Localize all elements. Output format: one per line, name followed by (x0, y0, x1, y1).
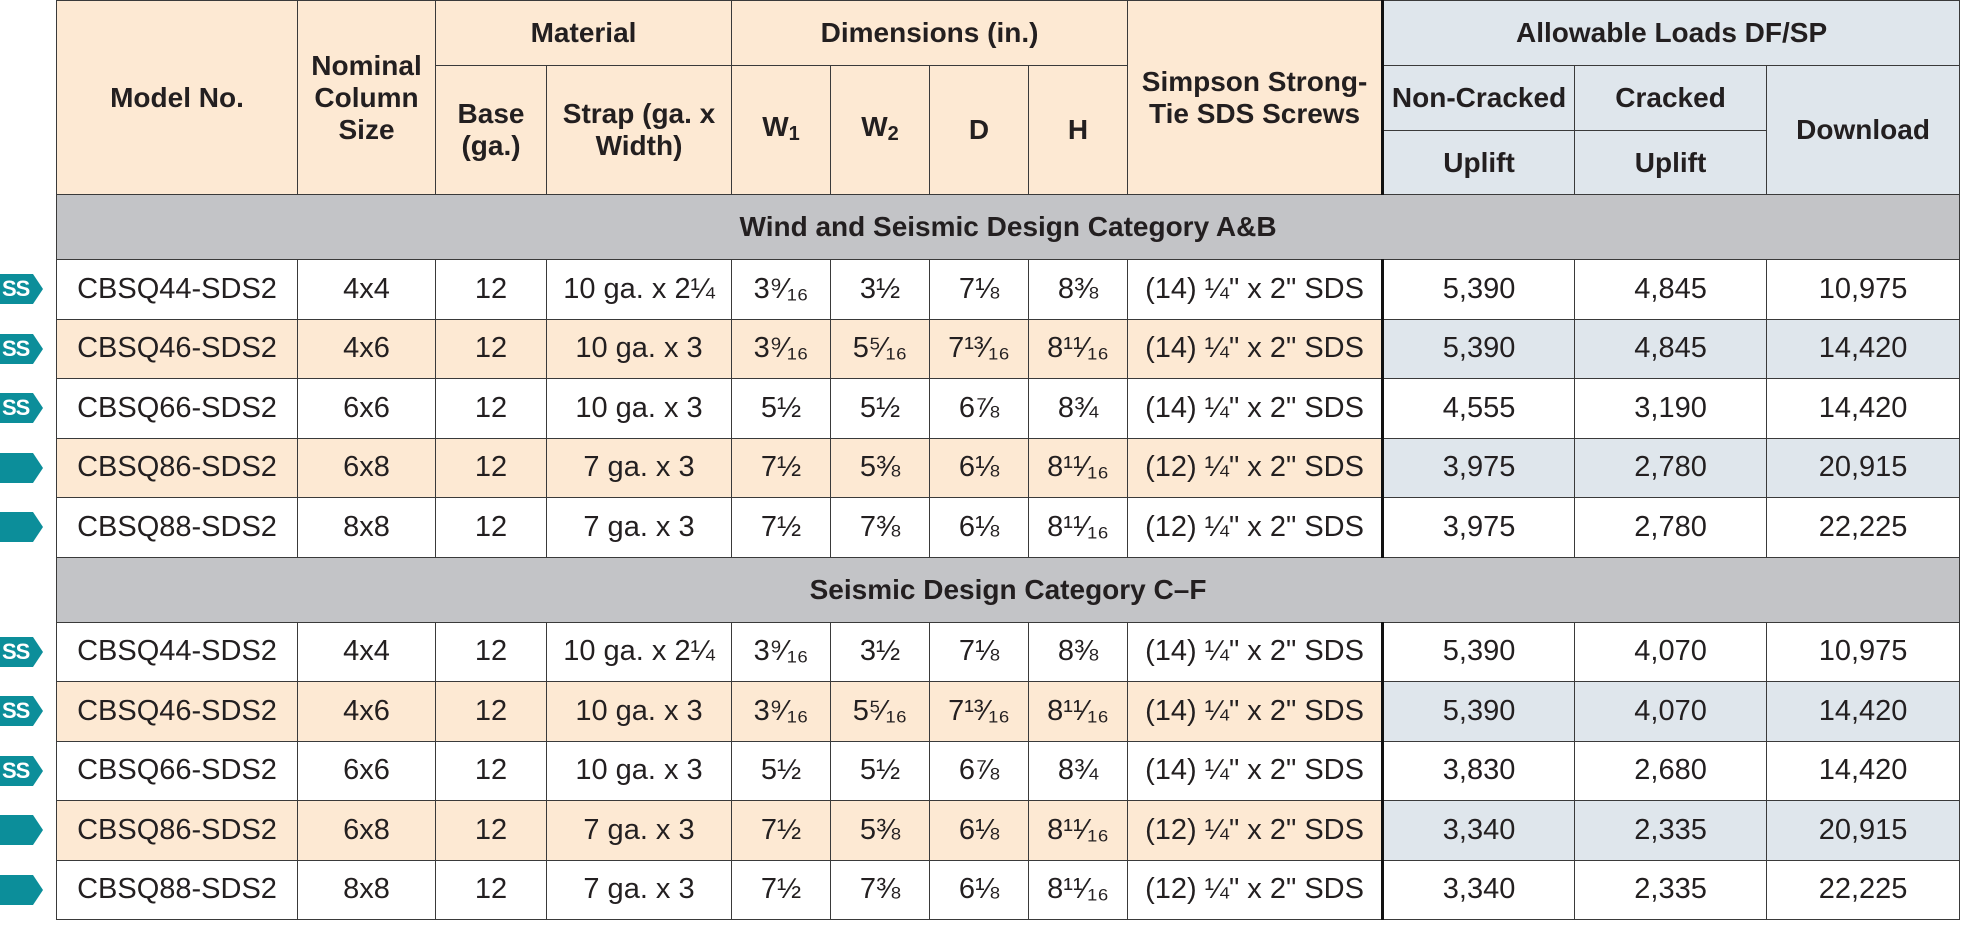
cell-w1: 5½ (732, 379, 831, 439)
cell-model: CBSQ66-SDS2 (57, 379, 298, 439)
cell-h: 8¹¹⁄₁₆ (1029, 801, 1128, 861)
cell-strap: 7 ga. x 3 (547, 801, 732, 861)
cell-screws: (14) ¼" x 2" SDS (1128, 260, 1383, 320)
cell-screws: (12) ¼" x 2" SDS (1128, 860, 1383, 920)
cell-h: 8¾ (1029, 741, 1128, 801)
cell-w2: 5½ (831, 379, 930, 439)
cell-h: 8¹¹⁄₁₆ (1029, 438, 1128, 498)
cell-column: 6x8 (298, 801, 436, 861)
cell-w1: 3⁹⁄₁₆ (732, 622, 831, 682)
strong-drive-ss-marker-icon (0, 756, 44, 786)
cell-column: 8x8 (298, 498, 436, 558)
cell-download: 14,420 (1767, 379, 1960, 439)
cell-w1: 3⁹⁄₁₆ (732, 682, 831, 742)
cell-model: CBSQ44-SDS2 (57, 260, 298, 320)
cell-d: 6⅞ (930, 741, 1029, 801)
cell-download: 14,420 (1767, 682, 1960, 742)
cell-column: 4x4 (298, 622, 436, 682)
cell-screws: (14) ¼" x 2" SDS (1128, 682, 1383, 742)
cell-d: 7⅛ (930, 622, 1029, 682)
cell-column: 4x6 (298, 682, 436, 742)
cell-w1: 7½ (732, 801, 831, 861)
cell-base: 12 (436, 319, 547, 379)
cell-d: 6⅛ (930, 438, 1029, 498)
cell-h: 8⅜ (1029, 622, 1128, 682)
cell-d: 6⅛ (930, 860, 1029, 920)
cell-column: 8x8 (298, 860, 436, 920)
header-cracked: Cracked (1575, 66, 1767, 131)
header-column-size: Nominal Column Size (298, 1, 436, 195)
cell-model: CBSQ46-SDS2 (57, 319, 298, 379)
cell-strap: 10 ga. x 3 (547, 379, 732, 439)
cell-d: 7⅛ (930, 260, 1029, 320)
cell-model: CBSQ44-SDS2 (57, 622, 298, 682)
cell-screws: (14) ¼" x 2" SDS (1128, 741, 1383, 801)
cell-cracked: 3,190 (1575, 379, 1767, 439)
cell-w1: 3⁹⁄₁₆ (732, 319, 831, 379)
cell-noncracked: 5,390 (1383, 682, 1575, 742)
cell-noncracked: 5,390 (1383, 622, 1575, 682)
marker-label: SS (2, 276, 30, 302)
header-w1: $W_1$ (732, 66, 831, 195)
cell-w1: 5½ (732, 741, 831, 801)
marker-label: SS (2, 395, 30, 421)
marker-label: SS (2, 698, 30, 724)
cell-noncracked: 3,830 (1383, 741, 1575, 801)
cell-w2: 5⅜ (831, 438, 930, 498)
table-body (57, 195, 1960, 920)
cell-model: CBSQ88-SDS2 (57, 498, 298, 558)
cell-noncracked: 3,975 (1383, 438, 1575, 498)
cell-noncracked: 5,390 (1383, 260, 1575, 320)
cell-w2: 5⁵⁄₁₆ (831, 319, 930, 379)
header-d: D (930, 66, 1029, 195)
strong-drive-ss-marker-icon (0, 274, 44, 304)
cell-column: 4x6 (298, 319, 436, 379)
cell-strap: 10 ga. x 3 (547, 319, 732, 379)
cell-base: 12 (436, 498, 547, 558)
header-dimensions: Dimensions (in.) (732, 1, 1128, 66)
cell-d: 6⅛ (930, 498, 1029, 558)
cell-strap: 7 ga. x 3 (547, 498, 732, 558)
category-title: Seismic Design Category C–F (57, 557, 1960, 622)
cell-w2: 7⅜ (831, 860, 930, 920)
table-row (57, 438, 1960, 498)
cell-h: 8¹¹⁄₁₆ (1029, 860, 1128, 920)
table-row (57, 260, 1960, 320)
strong-drive-ss-marker-icon (0, 696, 44, 726)
cell-cracked: 4,845 (1575, 260, 1767, 320)
marker-label: SS (2, 638, 30, 664)
cell-strap: 10 ga. x 3 (547, 682, 732, 742)
cell-noncracked: 5,390 (1383, 319, 1575, 379)
marker-tag-icon (0, 815, 44, 845)
cell-download: 22,225 (1767, 498, 1960, 558)
cell-download: 20,915 (1767, 438, 1960, 498)
strong-drive-ss-marker-icon (0, 334, 44, 364)
cell-noncracked: 4,555 (1383, 379, 1575, 439)
cell-column: 6x8 (298, 438, 436, 498)
cell-base: 12 (436, 622, 547, 682)
cell-screws: (12) ¼" x 2" SDS (1128, 498, 1383, 558)
load-table (56, 0, 1960, 920)
cell-base: 12 (436, 682, 547, 742)
header-base: Base (ga.) (436, 66, 547, 195)
marker-label: SS (2, 757, 30, 783)
table-row (57, 801, 1960, 861)
cell-w2: 3½ (831, 260, 930, 320)
cell-model: CBSQ46-SDS2 (57, 682, 298, 742)
strong-drive-ss-marker-icon (0, 393, 44, 423)
cell-h: 8⅜ (1029, 260, 1128, 320)
cell-base: 12 (436, 260, 547, 320)
cell-d: 7¹³⁄₁₆ (930, 682, 1029, 742)
table-row (57, 860, 1960, 920)
marker-tag-icon (0, 512, 44, 542)
category-row (57, 557, 1960, 622)
cell-h: 8¾ (1029, 379, 1128, 439)
header-allowable-loads: Allowable Loads DF/SP (1383, 1, 1960, 66)
table-row (57, 741, 1960, 801)
cell-screws: (12) ¼" x 2" SDS (1128, 801, 1383, 861)
cell-download: 14,420 (1767, 741, 1960, 801)
cell-base: 12 (436, 379, 547, 439)
table-row (57, 622, 1960, 682)
cell-d: 6⅛ (930, 801, 1029, 861)
table-row (57, 379, 1960, 439)
header-w2: $W_2$ (831, 66, 930, 195)
cell-strap: 10 ga. x 2¼ (547, 622, 732, 682)
cell-cracked: 2,780 (1575, 438, 1767, 498)
header-non-cracked: Non-Cracked (1383, 66, 1575, 131)
header-model: Model No. (57, 1, 298, 195)
cell-d: 7¹³⁄₁₆ (930, 319, 1029, 379)
header-screws: Simpson Strong-Tie SDS Screws (1128, 1, 1383, 195)
header-download: Download (1767, 66, 1960, 195)
cell-strap: 7 ga. x 3 (547, 438, 732, 498)
cell-model: CBSQ86-SDS2 (57, 438, 298, 498)
header-strap: Strap (ga. x Width) (547, 66, 732, 195)
strong-drive-ss-marker-icon (0, 637, 44, 667)
table-row (57, 498, 1960, 558)
category-title: Wind and Seismic Design Category A&B (57, 195, 1960, 260)
cell-cracked: 4,070 (1575, 682, 1767, 742)
cell-h: 8¹¹⁄₁₆ (1029, 319, 1128, 379)
cell-w2: 3½ (831, 622, 930, 682)
cell-w2: 7⅜ (831, 498, 930, 558)
cell-base: 12 (436, 438, 547, 498)
cell-h: 8¹¹⁄₁₆ (1029, 498, 1128, 558)
header-material: Material (436, 1, 732, 66)
cell-strap: 10 ga. x 2¼ (547, 260, 732, 320)
cell-download: 22,225 (1767, 860, 1960, 920)
cell-w1: 7½ (732, 860, 831, 920)
cell-noncracked: 3,340 (1383, 801, 1575, 861)
cell-cracked: 2,335 (1575, 860, 1767, 920)
cell-screws: (14) ¼" x 2" SDS (1128, 379, 1383, 439)
cell-noncracked: 3,975 (1383, 498, 1575, 558)
cell-column: 6x6 (298, 741, 436, 801)
cell-download: 20,915 (1767, 801, 1960, 861)
cell-download: 10,975 (1767, 622, 1960, 682)
cell-cracked: 2,780 (1575, 498, 1767, 558)
category-row (57, 195, 1960, 260)
cell-column: 4x4 (298, 260, 436, 320)
table-row (57, 682, 1960, 742)
cell-w2: 5⁵⁄₁₆ (831, 682, 930, 742)
cell-cracked: 4,845 (1575, 319, 1767, 379)
header-uplift-non-cracked: Uplift (1383, 131, 1575, 195)
header-h: H (1029, 66, 1128, 195)
cell-base: 12 (436, 860, 547, 920)
cell-column: 6x6 (298, 379, 436, 439)
cell-strap: 7 ga. x 3 (547, 860, 732, 920)
cell-cracked: 4,070 (1575, 622, 1767, 682)
table-row (57, 319, 1960, 379)
cell-w2: 5⅜ (831, 801, 930, 861)
cell-download: 14,420 (1767, 319, 1960, 379)
marker-label: SS (2, 335, 30, 361)
cell-screws: (14) ¼" x 2" SDS (1128, 622, 1383, 682)
cell-model: CBSQ66-SDS2 (57, 741, 298, 801)
cell-w2: 5½ (831, 741, 930, 801)
cell-screws: (14) ¼" x 2" SDS (1128, 319, 1383, 379)
cell-base: 12 (436, 801, 547, 861)
cell-strap: 10 ga. x 3 (547, 741, 732, 801)
cell-screws: (12) ¼" x 2" SDS (1128, 438, 1383, 498)
header-uplift-cracked: Uplift (1575, 131, 1767, 195)
marker-tag-icon (0, 875, 44, 905)
cell-h: 8¹¹⁄₁₆ (1029, 682, 1128, 742)
cell-d: 6⅞ (930, 379, 1029, 439)
cell-cracked: 2,680 (1575, 741, 1767, 801)
cell-model: CBSQ86-SDS2 (57, 801, 298, 861)
cell-base: 12 (436, 741, 547, 801)
cell-noncracked: 3,340 (1383, 860, 1575, 920)
marker-tag-icon (0, 453, 44, 483)
cell-w1: 7½ (732, 498, 831, 558)
cell-cracked: 2,335 (1575, 801, 1767, 861)
cell-model: CBSQ88-SDS2 (57, 860, 298, 920)
cell-download: 10,975 (1767, 260, 1960, 320)
cell-w1: 3⁹⁄₁₆ (732, 260, 831, 320)
cell-w1: 7½ (732, 438, 831, 498)
